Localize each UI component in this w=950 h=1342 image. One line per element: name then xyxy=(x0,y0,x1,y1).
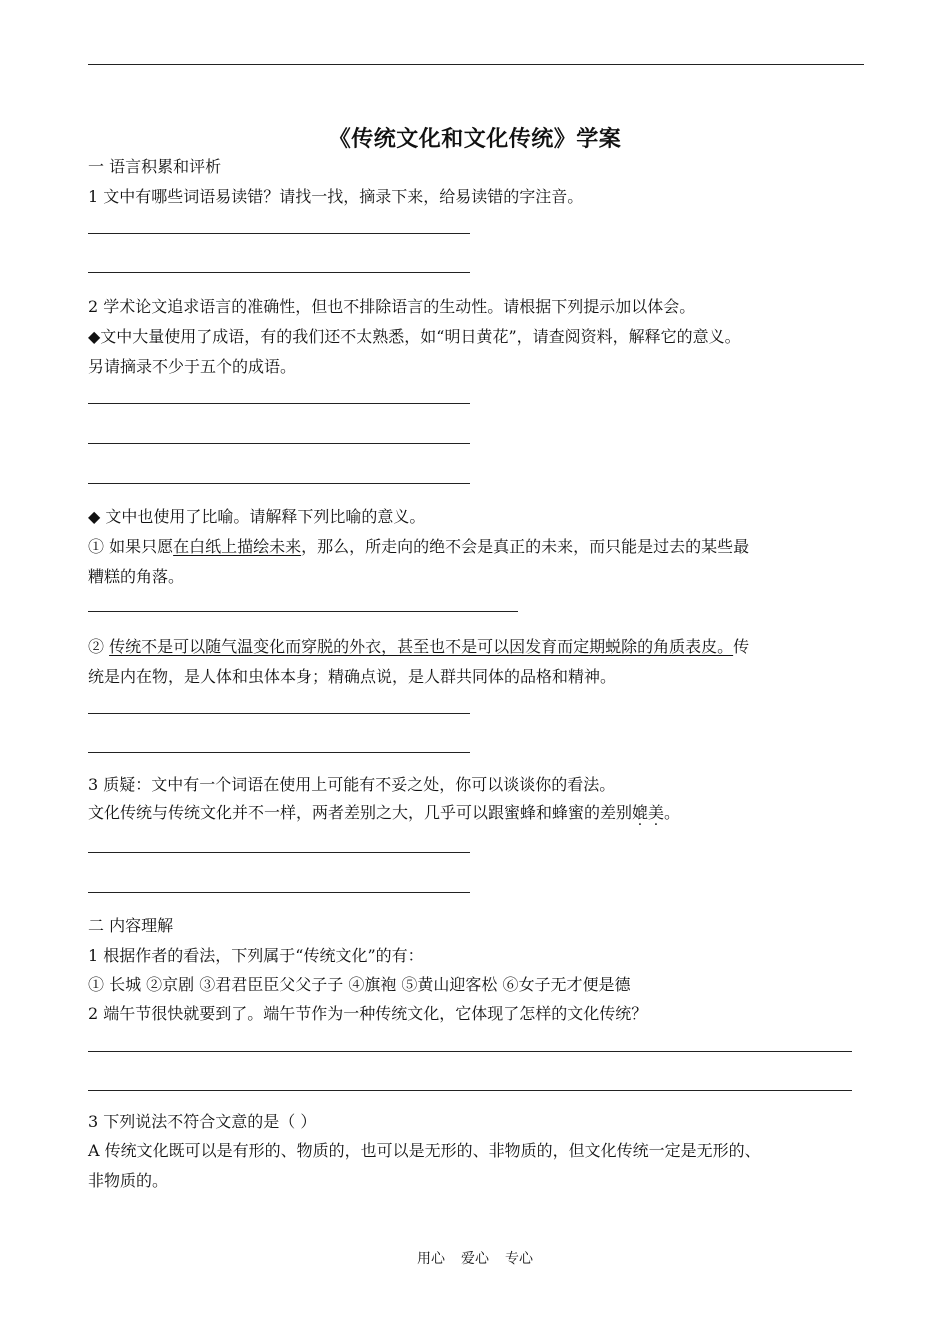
page-title: 《传统文化和文化传统》学案 xyxy=(328,126,622,152)
answer-blank[interactable] xyxy=(88,233,470,234)
answer-blank[interactable] xyxy=(88,752,470,753)
section1-heading: 一 语言积累和评析 xyxy=(88,157,222,176)
section2-heading: 二 内容理解 xyxy=(88,916,174,935)
question-1-2: 2 学术论文追求语言的准确性，但也不排除语言的生动性。请根据下列提示加以体会。 xyxy=(88,297,696,316)
question-2-1: 1 根据作者的看法，下列属于“传统文化”的有： xyxy=(88,946,424,965)
metaphor-1-prefix: ① 如果只愿 xyxy=(88,537,174,556)
footer-text: 专心 xyxy=(505,1251,533,1267)
metaphor-item-2-cont: 统是内在物，是人体和虫体本身；精确点说，是人群共同体的品格和精神。 xyxy=(88,667,617,686)
answer-blank[interactable] xyxy=(88,403,470,404)
metaphor-1-suffix: ，那么，所走向的绝不会是真正的未来，而只能是过去的某些最 xyxy=(301,537,750,556)
question-1-1: 1 文中有哪些词语易读错？请找一找，摘录下来，给易读错的字注音。 xyxy=(88,187,584,206)
metaphor-1-underlined: 在白纸上描绘未来 xyxy=(173,537,302,556)
footer-text: 用心 xyxy=(417,1251,445,1267)
answer-blank[interactable] xyxy=(88,611,518,612)
option-a-cont: 非物质的。 xyxy=(88,1171,169,1190)
question-1-3: 3 质疑：文中有一个词语在使用上可能有不妥之处，你可以谈谈你的看法。 xyxy=(88,775,616,794)
metaphor-2-suffix: 传 xyxy=(733,637,750,656)
emphasis-dot-char: 媲 xyxy=(632,803,649,822)
bullet-idioms: ◆文中大量使用了成语，有的我们还不太熟悉，如“明日黄花”，请查阅资料，解释它的意义。 xyxy=(88,327,741,346)
bullet-metaphors: ◆ 文中也使用了比喻。请解释下列比喻的意义。 xyxy=(88,507,426,526)
answer-blank[interactable] xyxy=(88,713,470,714)
question-2-1-options: ① 长城 ②京剧 ③君君臣臣父父子子 ④旗袍 ⑤黄山迎客松 ⑥女子无才便是德 xyxy=(88,975,631,994)
metaphor-2-underlined: 传统不是可以随气温变化而穿脱的外衣，甚至也不是可以因发育而定期蜕除的角质表皮。 xyxy=(109,637,734,656)
bullet-idioms-cont: 另请摘录不少于五个的成语。 xyxy=(88,357,297,376)
answer-blank-wide[interactable] xyxy=(88,1051,852,1052)
metaphor-item-1 xyxy=(88,537,749,557)
answer-blank-wide[interactable] xyxy=(88,1090,852,1091)
answer-blank[interactable] xyxy=(88,892,470,893)
answer-blank[interactable] xyxy=(88,483,470,484)
page-footer xyxy=(0,1248,950,1268)
answer-blank[interactable] xyxy=(88,852,470,853)
option-a: A 传统文化既可以是有形的、物质的，也可以是无形的、非物质的，但文化传统一定是无形的、 xyxy=(88,1141,761,1160)
emphasis-dot-char: 美 xyxy=(648,803,665,822)
metaphor-item-1-cont: 糟糕的角落。 xyxy=(88,567,185,586)
answer-blank[interactable] xyxy=(88,272,470,273)
metaphor-item-2 xyxy=(88,637,749,657)
question-2-2: 2 端午节很快就要到了。端午节作为一种传统文化，它体现了怎样的文化传统？ xyxy=(88,1004,648,1023)
quote-suffix: 。 xyxy=(664,803,681,822)
question-1-3-quote xyxy=(88,803,680,823)
metaphor-2-prefix: ② xyxy=(88,637,110,656)
header-rule xyxy=(88,64,864,65)
answer-blank[interactable] xyxy=(88,443,470,444)
footer-text: 爱心 xyxy=(461,1251,489,1267)
quote-prefix: 文化传统与传统文化并不一样，两者差别之大，几乎可以跟蜜蜂和蜂蜜的差别 xyxy=(88,803,633,822)
question-2-3: 3 下列说法不符合文意的是（ ） xyxy=(88,1112,317,1131)
